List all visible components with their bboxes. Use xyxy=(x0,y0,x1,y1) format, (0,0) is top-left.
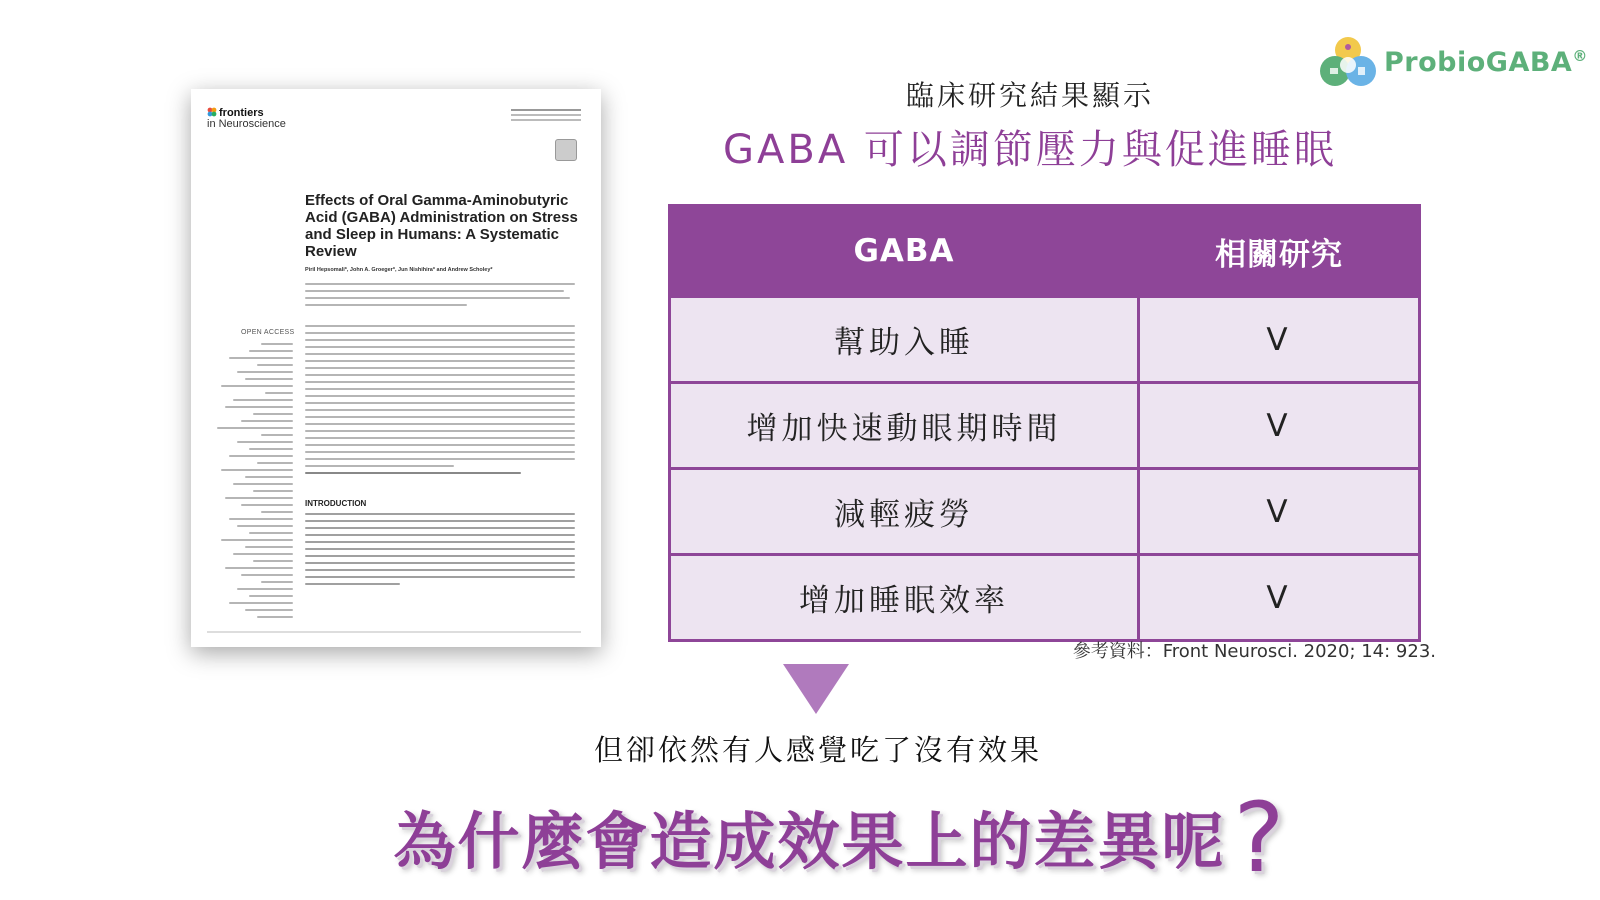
table-row xyxy=(670,297,1420,383)
abstract-lines xyxy=(305,325,575,479)
table-cell-check: V xyxy=(1139,469,1420,555)
intro-lines xyxy=(305,513,575,590)
table-row xyxy=(670,469,1420,555)
brand-name: ProbioGABA® xyxy=(1384,46,1588,78)
table-header-row xyxy=(670,206,1420,297)
paper-thumbnail xyxy=(191,89,601,647)
intro-heading: INTRODUCTION xyxy=(305,499,367,508)
table-row xyxy=(670,383,1420,469)
paper-title: Effects of Oral Gamma-Aminobutyric Acid (GABA) Administration on Stress and Sleep in Humans: A Systematic Review xyxy=(305,192,578,260)
table-header-research: 相關研究 xyxy=(1139,206,1420,297)
paper-header-meta xyxy=(511,109,581,121)
question-mark-icon: ? xyxy=(1233,782,1287,894)
no-effect-statement: 但卻依然有人感覺吃了沒有效果 xyxy=(593,733,1042,767)
table-cell-effect: 增加睡眠效率 xyxy=(670,555,1139,641)
why-difference-text: 為什麼會造成效果上的差異呢 xyxy=(393,805,1226,878)
table-cell-check: V xyxy=(1139,297,1420,383)
journal-logo-icon xyxy=(207,107,217,117)
journal-logo: frontiers in Neuroscience xyxy=(207,107,286,130)
research-table xyxy=(668,204,1421,642)
affiliation-lines xyxy=(305,283,575,311)
table-cell-effect: 增加快速動眼期時間 xyxy=(670,383,1139,469)
paper-footer xyxy=(207,631,581,633)
heading-gaba-benefits: GABA 可以調節壓力與促進睡眠 xyxy=(723,127,1337,173)
down-arrow-icon xyxy=(783,664,849,714)
heading-clinical-results: 臨床研究結果顯示 xyxy=(905,79,1154,112)
reference-citation: 參考資料：Front Neurosci. 2020; 14: 923. xyxy=(1072,641,1436,662)
sidebar-lines xyxy=(213,343,293,623)
table-row xyxy=(670,555,1420,641)
open-access-label: OPEN ACCESS xyxy=(241,329,295,336)
table-cell-check: V xyxy=(1139,555,1420,641)
table-cell-effect: 幫助入睡 xyxy=(670,297,1139,383)
table-header-gaba: GABA xyxy=(670,206,1139,297)
table-cell-check: V xyxy=(1139,383,1420,469)
check-updates-badge xyxy=(555,139,577,161)
table-cell-effect: 減輕疲勞 xyxy=(670,469,1139,555)
paper-authors: Piril Hepsomali*, John A. Groeger*, Jun Nishihira* and Andrew Scholey* xyxy=(305,267,493,273)
why-difference-question xyxy=(380,782,1300,894)
